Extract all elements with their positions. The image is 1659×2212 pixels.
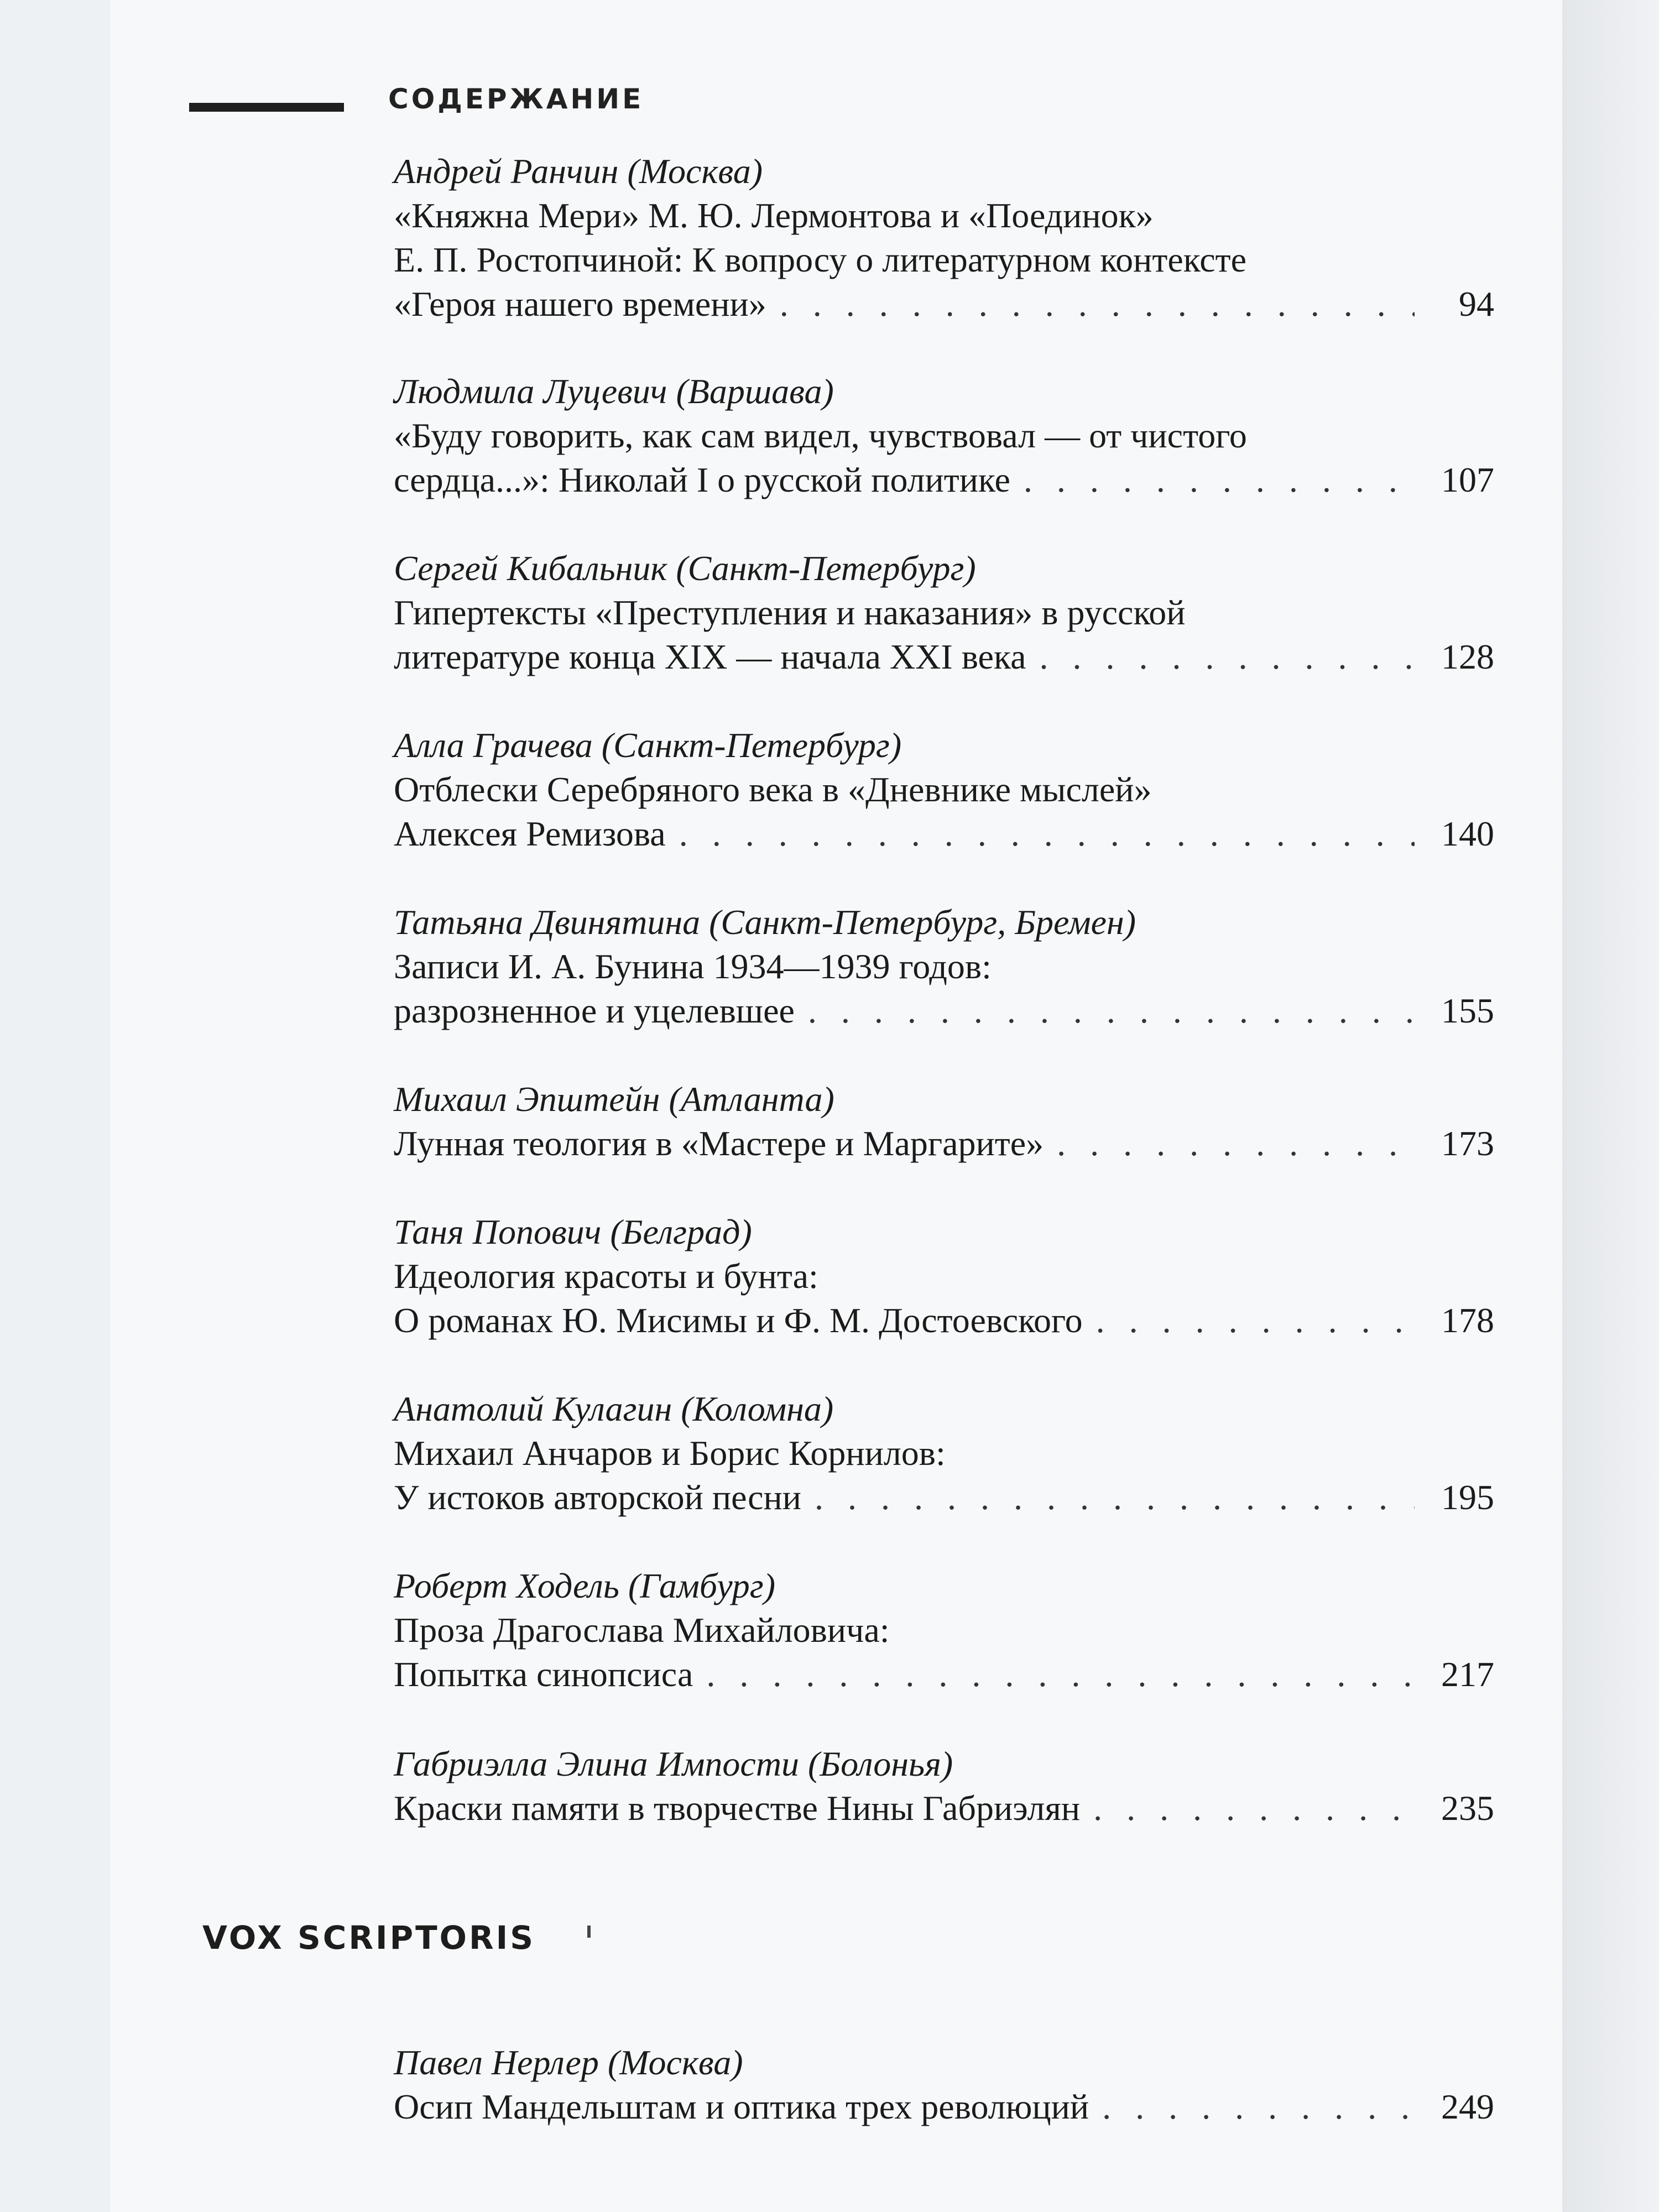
toc-entry: [394, 149, 1494, 326]
leader-dots: [1102, 2085, 1415, 2129]
entry-page-number: 94: [1459, 284, 1494, 324]
entry-title-line: Алексея Ремизова: [394, 814, 666, 853]
entry-author: Павел Нерлер (Москва): [394, 2043, 743, 2082]
entry-title-line: Идеология красоты и бунта:: [394, 1256, 818, 1296]
entry-last-line: [394, 635, 1494, 679]
entry-page-number: 217: [1441, 1655, 1494, 1694]
entry-page-number: 155: [1441, 991, 1494, 1030]
toc-entry: [394, 900, 1494, 1033]
page-title: СОДЕРЖАНИЕ: [388, 83, 644, 115]
toc-entry: [394, 1210, 1494, 1343]
toc-entry: [394, 1077, 1494, 1166]
entry-last-line: [394, 989, 1494, 1033]
leader-dots: [1039, 635, 1415, 679]
page-edge-shadow: [1562, 0, 1659, 2212]
entry-page-number: 249: [1441, 2087, 1494, 2126]
entry-title-line: Гипертексты «Преступления и наказания» в русской: [394, 593, 1186, 632]
leader-dots: [1024, 458, 1415, 502]
entry-title-line: сердца...»: Николай I о русской политике: [394, 460, 1010, 499]
entry-title-line: Попытка синопсиса: [394, 1655, 693, 1694]
leader-dots: [706, 1652, 1415, 1697]
entry-author: Людмила Луцевич (Варшава): [394, 372, 834, 411]
entry-page-number: 195: [1441, 1478, 1494, 1517]
entry-author: Габриэлла Элина Импости (Болонья): [394, 1744, 953, 1783]
leader-dots: [780, 282, 1415, 326]
entry-title-line: Проза Драгослава Михайловича:: [394, 1610, 890, 1650]
entry-title-line: Краски памяти в творчестве Нины Габриэлян: [394, 1788, 1081, 1828]
entry-page-number: 173: [1441, 1124, 1494, 1163]
leader-dots: [679, 812, 1415, 856]
entry-last-line: [394, 458, 1494, 502]
entry-page-number: 140: [1441, 814, 1494, 853]
leader-dots: [808, 989, 1415, 1033]
entry-title-line: О романах Ю. Мисимы и Ф. М. Достоевского: [394, 1301, 1083, 1340]
entry-last-line: [394, 1121, 1494, 1166]
entry-title-line: Осип Мандельштам и оптика трех революций: [394, 2087, 1089, 2126]
entry-last-line: [394, 1298, 1494, 1343]
entry-title-line: разрозненное и уцелевшее: [394, 991, 795, 1030]
entry-author: Роберт Ходель (Гамбург): [394, 1566, 776, 1605]
entry-author: Андрей Ранчин (Москва): [394, 152, 763, 191]
entry-last-line: [394, 1652, 1494, 1697]
toc-entry: [394, 546, 1494, 679]
print-mark: [587, 1926, 591, 1938]
toc-entry: [394, 723, 1494, 856]
toc-entry: [394, 2041, 1494, 2129]
toc-entry: [394, 369, 1494, 502]
entry-title-line: Лунная теология в «Мастере и Маргарите»: [394, 1124, 1044, 1163]
entry-author: Татьяна Двинятина (Санкт-Петербург, Бремен): [394, 902, 1136, 942]
entry-page-number: 107: [1441, 460, 1494, 499]
entry-last-line: [394, 282, 1494, 326]
toc-entry: [394, 1387, 1494, 1520]
entry-last-line: [394, 2085, 1494, 2129]
entry-last-line: [394, 812, 1494, 856]
leader-dots: [1096, 1298, 1415, 1343]
entry-title-line: Михаил Анчаров и Борис Корнилов:: [394, 1433, 946, 1473]
entry-title-line: У истоков авторской песни: [394, 1478, 801, 1517]
entry-title-line: «Буду говорить, как сам видел, чувствовал — от чистого: [394, 416, 1247, 455]
entry-page-number: 235: [1441, 1788, 1494, 1828]
entry-last-line: [394, 1786, 1494, 1830]
entry-title-line: «Героя нашего времени»: [394, 284, 766, 324]
entry-author: Михаил Эпштейн (Атланта): [394, 1079, 834, 1119]
leader-dots: [815, 1475, 1415, 1520]
toc-entry: [394, 1564, 1494, 1697]
leader-dots: [1057, 1121, 1415, 1166]
entry-author: Таня Попович (Белград): [394, 1212, 752, 1251]
section-heading: VOX SCRIPTORIS: [202, 1919, 535, 1957]
entry-page-number: 128: [1441, 637, 1494, 676]
entry-title-line: «Княжна Мери» М. Ю. Лермонтова и «Поединок»: [394, 196, 1154, 235]
entry-last-line: [394, 1475, 1494, 1520]
entry-author: Алла Грачева (Санкт-Петербург): [394, 726, 902, 765]
entry-title-line: Отблески Серебряного века в «Дневнике мыслей»: [394, 770, 1152, 809]
entry-title-line: литературе конца XIX — начала XXI века: [394, 637, 1026, 676]
entry-title-line: Записи И. А. Бунина 1934—1939 годов:: [394, 947, 992, 986]
entry-title-line: Е. П. Ростопчиной: К вопросу о литературном контексте: [394, 240, 1246, 279]
entry-page-number: 178: [1441, 1301, 1494, 1340]
entry-author: Анатолий Кулагин (Коломна): [394, 1389, 834, 1428]
header-rule: [189, 103, 344, 112]
toc-entry: [394, 1742, 1494, 1830]
entry-author: Сергей Кибальник (Санкт-Петербург): [394, 549, 976, 588]
leader-dots: [1093, 1786, 1415, 1830]
